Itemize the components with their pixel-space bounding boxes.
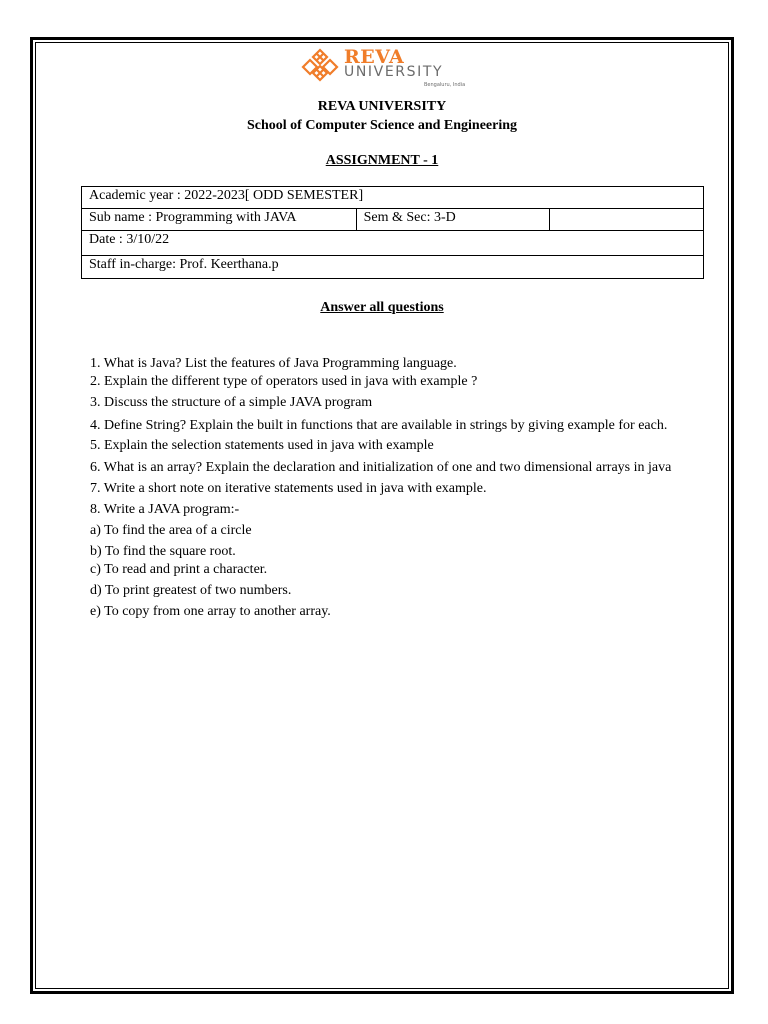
list-item: a) To find the area of a circle <box>90 523 252 538</box>
university-name: REVA UNIVERSITY <box>317 99 447 114</box>
logo-wordmark-reva: REVA <box>344 46 405 68</box>
list-item: 5. Explain the selection statements used in java with example <box>90 438 434 453</box>
list-item: 1. What is Java? List the features of Java Programming language. <box>90 356 457 371</box>
table-row <box>82 256 704 279</box>
instructions-heading: Answer all questions <box>320 300 444 315</box>
university-logo <box>300 47 470 93</box>
subject-cell: Sub name : Programming with JAVA <box>82 209 357 231</box>
academic-year-cell: Academic year : 2022-2023[ ODD SEMESTER] <box>82 187 704 209</box>
staff-cell: Staff in-charge: Prof. Keerthana.p <box>82 256 704 279</box>
date-cell: Date : 3/10/22 <box>82 231 704 256</box>
list-item: 6. What is an array? Explain the declaration and initialization of one and two dimensional arrays in java <box>90 460 672 475</box>
table-row <box>82 231 704 256</box>
table-row <box>82 209 704 231</box>
assignment-title: ASSIGNMENT - 1 <box>325 153 439 168</box>
list-item: d) To print greatest of two numbers. <box>90 583 292 598</box>
list-item: e) To copy from one array to another array. <box>90 604 331 619</box>
assignment-info-table <box>81 186 704 279</box>
list-item: 2. Explain the different type of operators used in java with example ? <box>90 374 478 389</box>
list-item: c) To read and print a character. <box>90 562 268 577</box>
list-item: 8. Write a JAVA program:- <box>90 502 240 517</box>
school-name: School of Computer Science and Engineering <box>246 118 518 133</box>
sem-sec-cell: Sem & Sec: 3-D <box>356 209 550 231</box>
list-item: 7. Write a short note on iterative statements used in java with example. <box>90 481 487 496</box>
logo-location: Bengaluru, India <box>424 82 466 88</box>
empty-cell <box>550 209 704 231</box>
reva-knot-icon <box>300 47 340 83</box>
table-row <box>82 187 704 209</box>
list-item: b) To find the square root. <box>90 544 236 559</box>
question-list <box>90 352 694 621</box>
list-item: 4. Define String? Explain the built in functions that are available in strings by giving example for each. <box>90 418 668 433</box>
logo-wordmark-university: UNIVERSITY <box>344 64 444 80</box>
list-item: 3. Discuss the structure of a simple JAVA program <box>90 395 373 410</box>
